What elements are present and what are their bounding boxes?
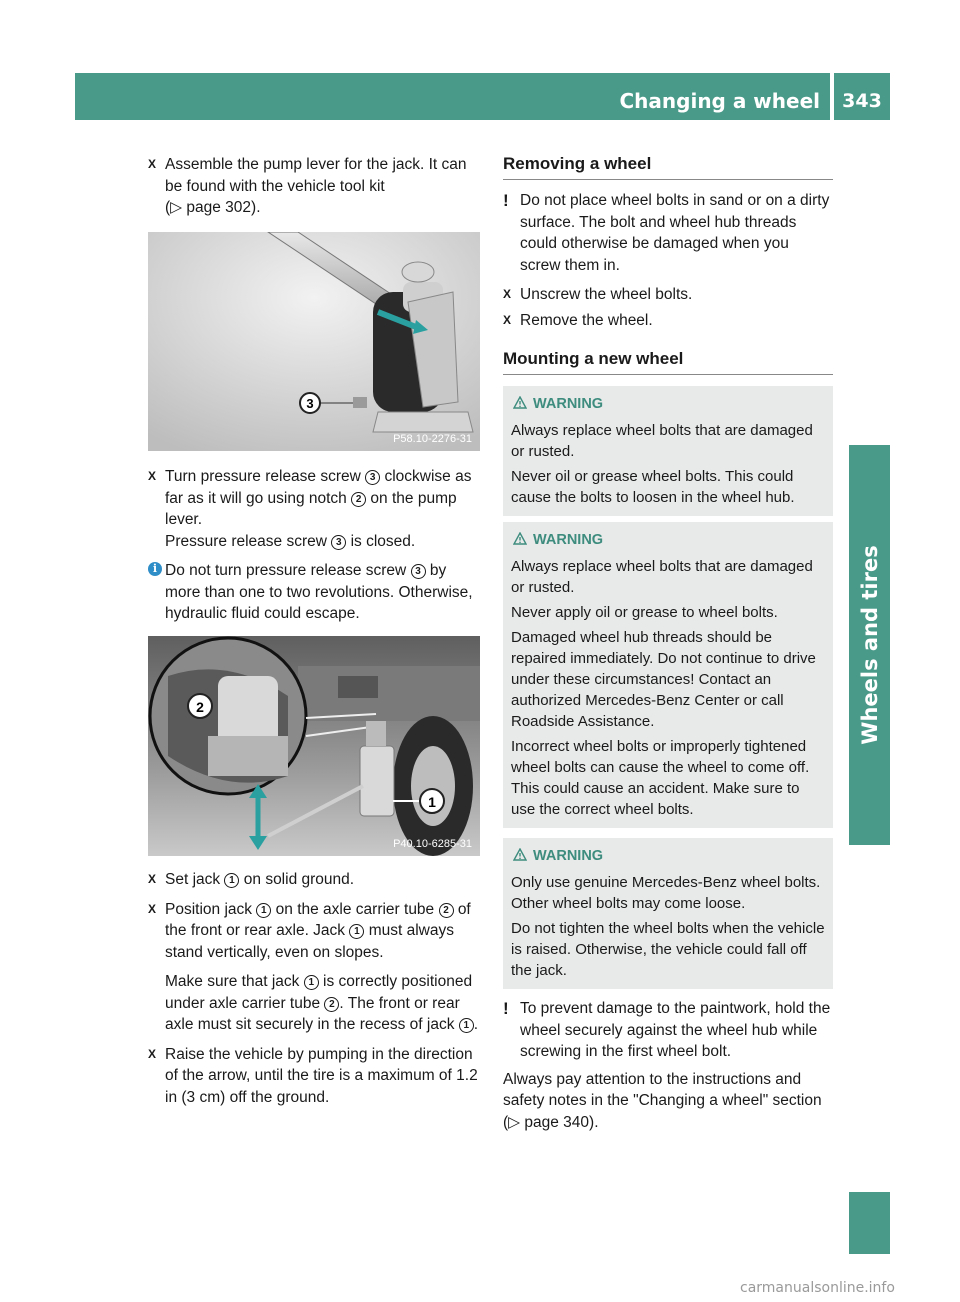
callout-1-icon: 1 <box>256 903 271 918</box>
side-tab-block <box>849 1192 890 1254</box>
callout-3-icon: 3 <box>331 535 346 550</box>
svg-text:1: 1 <box>428 794 436 810</box>
callout-2-icon: 2 <box>351 492 366 507</box>
info-icon: i <box>148 562 162 576</box>
left-column-bottom <box>148 869 482 1108</box>
figure-code: P58.10-2276-31 <box>393 433 472 445</box>
caution-note: ! Do not place wheel bolts in sand or on a dirty surface. The bolt and wheel hub threads could otherwise be damaged when you screw them in. <box>503 191 830 274</box>
warning-box-3: WARNING Only use genuine Mercedes-Benz wheel bolts. Other wheel bolts may come loose. Do not tighten the wheel bolts when the vehicle is raised. Otherwise, the vehicle could fall off the jack. <box>503 838 833 989</box>
section-title-removing: Removing a wheel <box>503 152 833 180</box>
jack-lever-illustration <box>148 232 480 451</box>
warning-triangle-icon <box>513 848 527 861</box>
step-marker-icon: X <box>148 901 157 916</box>
step-marker-icon: X <box>148 872 157 886</box>
step-set-jack: X Set jack 1 on solid ground. <box>148 869 482 891</box>
warning-box-1: WARNING Always replace wheel bolts that are damaged or rusted. Never oil or grease wheel bolts. This could cause the bolts to loosen in the wheel hub. <box>503 386 833 516</box>
page-reference[interactable]: (▷ page 302). <box>165 199 261 216</box>
step-turn-release-screw: X Turn pressure release screw 3 clockwise as far as it will go using notch 2 on the pump lever. Pressure release screw 3 is closed. <box>148 468 472 550</box>
callout-1-icon: 1 <box>459 1018 474 1033</box>
jack-axle-photo <box>148 636 480 856</box>
section-side-tab-label: Wheels and tires <box>857 545 882 745</box>
step-marker-icon: X <box>148 157 157 171</box>
callout-3-icon: 3 <box>365 470 380 485</box>
warning-triangle-icon <box>513 532 527 545</box>
step-position-jack: X Position jack 1 on the axle carrier tube 2 of the front or rear axle. Jack 1 must always stand vertically, even on slopes. <box>148 900 471 961</box>
step-marker-icon: X <box>503 287 512 301</box>
callout-1-icon: 1 <box>224 873 239 888</box>
closing-paragraph: Always pay attention to the instructions and safety notes in the "Changing a wheel" section (▷ page 340). <box>503 1070 822 1131</box>
step-remove-wheel: X Remove the wheel. <box>503 310 833 332</box>
figure-code: P40.10-6285-31 <box>393 838 472 850</box>
step-marker-icon: X <box>148 469 157 483</box>
position-check-paragraph: Make sure that jack 1 is correctly positioned under axle carrier tube 2 . The front or rear axle must sit securely in the recess of jack 1 . <box>165 973 479 1033</box>
page-number: 343 <box>842 90 882 112</box>
svg-text:3: 3 <box>306 396 314 411</box>
warning-header: WARNING <box>511 394 827 416</box>
jack-axle-illustration <box>148 636 480 856</box>
step-raise-vehicle: X Raise the vehicle by pumping in the direction of the arrow, until the tire is a maximum of 1.2 in (3 cm) off the ground. <box>148 1045 478 1106</box>
paintwork-note: ! To prevent damage to the paintwork, hold the wheel securely against the wheel hub while screwing in the first wheel bolt. <box>503 999 831 1060</box>
jack-lever-photo <box>148 232 480 451</box>
callout-3-icon: 3 <box>411 564 426 579</box>
right-column-bottom <box>503 998 833 1133</box>
left-column-top <box>148 154 482 219</box>
step-unscrew-bolts: X Unscrew the wheel bolts. <box>503 284 833 306</box>
svg-text:2: 2 <box>196 699 204 715</box>
warning-header: WARNING <box>511 530 827 552</box>
info-note: i Do not turn pressure release screw 3 by more than one to two revolutions. Otherwise, hydraulic fluid could escape. <box>148 560 482 625</box>
left-column-middle <box>148 466 482 625</box>
right-column-top <box>503 152 833 375</box>
step-assemble-lever: X Assemble the pump lever for the jack. It can be found with the vehicle tool kit (▷ page 302). <box>148 156 467 216</box>
step-marker-icon: X <box>148 1046 157 1061</box>
caution-icon: ! <box>503 999 509 1018</box>
caution-icon: ! <box>503 191 509 210</box>
warning-triangle-icon <box>513 396 527 409</box>
callout-1-icon: 1 <box>304 975 319 990</box>
section-title-mounting: Mounting a new wheel <box>503 347 833 375</box>
warning-header: WARNING <box>511 846 827 868</box>
step-marker-icon: X <box>503 312 512 327</box>
footer-watermark: carmanualsonline.info <box>740 1280 895 1296</box>
warning-box-2: WARNING Always replace wheel bolts that are damaged or rusted. Never apply oil or grease to wheel bolts. Damaged wheel hub threads should be repaired immediately. Do not continue to drive under these circumstances! Contact an authorized Mercedes-Benz Center or call Roadside Assistance. Incorrect wheel bolts or improperly tightened wheel bolts can cause the wheel to come off. This could cause an accident. Make sure to use the correct wheel bolts. <box>503 522 833 828</box>
callout-2-icon: 2 <box>324 997 339 1012</box>
callout-1-icon: 1 <box>349 924 364 939</box>
callout-2-icon: 2 <box>439 903 454 918</box>
chapter-title: Changing a wheel <box>619 89 820 113</box>
